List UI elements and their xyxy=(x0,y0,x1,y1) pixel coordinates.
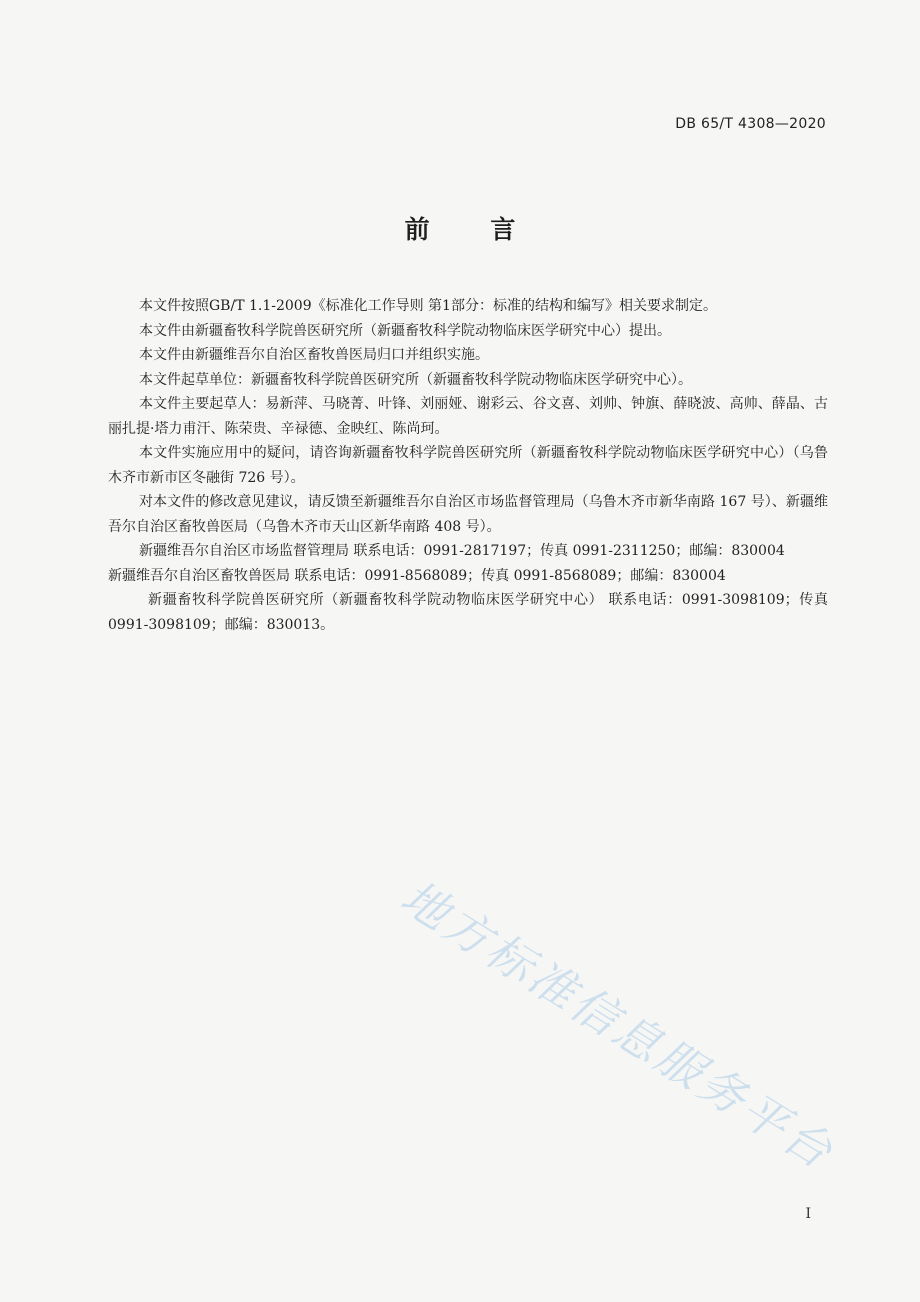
foreword-body xyxy=(108,294,828,637)
page-number: I xyxy=(805,1206,811,1222)
contact-market-supervision: 新疆维吾尔自治区市场监督管理局 联系电话：0991-2817197；传真 0991-2311250；邮编：830004 xyxy=(139,543,785,559)
contact-veterinary-institute: 新疆畜牧科学院兽医研究所（新疆畜牧科学院动物临床医学研究中心） 联系电话：0991-3098109；传真 0991-3098109；邮编：830013。 xyxy=(108,592,828,633)
paragraph-inquiries: 本文件实施应用中的疑问，请咨询新疆畜牧科学院兽医研究所（新疆畜牧科学院动物临床医学研究中心）（乌鲁木齐市新市区冬融街 726 号）。 xyxy=(108,445,828,486)
paragraph-basis: 本文件按照GB/T 1.1-2009《标准化工作导则 第1部分：标准的结构和编写》相关要求制定。 xyxy=(139,298,717,314)
standard-code: DB 65/T 4308—2020 xyxy=(675,116,826,132)
paragraph-drafting-unit: 本文件起草单位：新疆畜牧科学院兽医研究所（新疆畜牧科学院动物临床医学研究中心）。 xyxy=(139,371,692,388)
paragraph-feedback: 对本文件的修改意见建议，请反馈至新疆维吾尔自治区市场监督管理局（乌鲁木齐市新华南路 167 号）、新疆维吾尔自治区畜牧兽医局（乌鲁木齐市天山区新华南路 408 号）。 xyxy=(108,494,828,535)
page-title: 前 言 xyxy=(404,215,542,244)
watermark-text: 地方标准信息服务平台 xyxy=(391,869,845,1181)
paragraph-proposer: 本文件由新疆畜牧科学院兽医研究所（新疆畜牧科学院动物临床医学研究中心）提出。 xyxy=(139,322,671,339)
paragraph-administrator: 本文件由新疆维吾尔自治区畜牧兽医局归口并组织实施。 xyxy=(139,347,489,363)
contact-animal-husbandry: 新疆维吾尔自治区畜牧兽医局 联系电话：0991-8568089；传真 0991-8568089；邮编：830004 xyxy=(108,567,726,584)
paragraph-drafters: 本文件主要起草人：易新萍、马晓菁、叶锋、刘丽娅、谢彩云、谷文喜、刘帅、钟旗、薛晓波、高帅、薛晶、古丽扎提·塔力甫汗、陈荣贵、辛禄德、金映红、陈尚珂。 xyxy=(108,396,828,437)
